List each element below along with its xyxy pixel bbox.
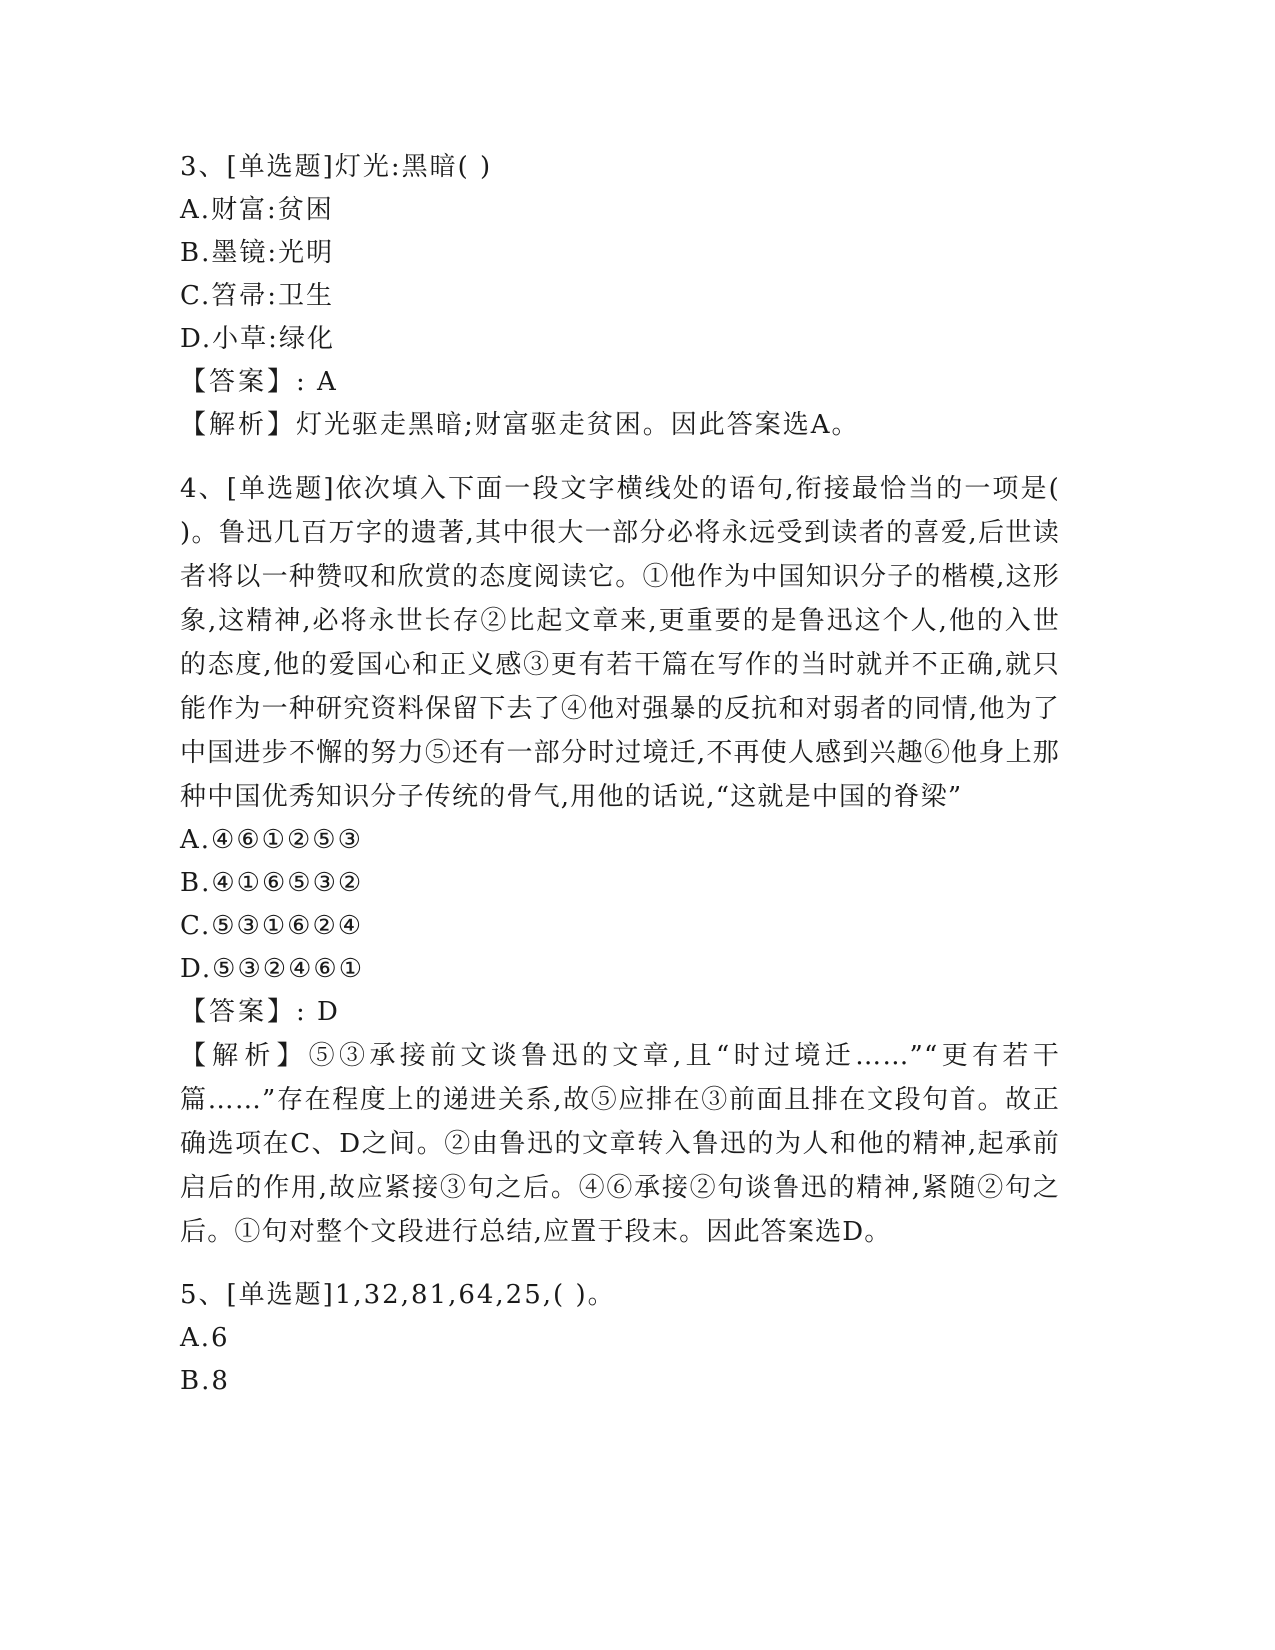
analysis-text: 灯光驱走黑暗;财富驱走贫困。因此答案选A。 [296, 410, 860, 440]
analysis-label: 【解析】 [180, 1041, 309, 1071]
answer-line [180, 991, 1060, 1034]
question-spacer [180, 447, 1060, 467]
analysis-label: 【解析】 [180, 410, 297, 440]
answer-value: : A [296, 367, 338, 397]
question-spacer [180, 1254, 1060, 1274]
answer-label: 【答案】 [180, 367, 297, 397]
option-a: A.④⑥①②⑤③ [180, 825, 363, 855]
option-c: C.笤帚:卫生 [180, 281, 334, 311]
option-c: C.⑤③①⑥②④ [180, 911, 364, 941]
option-d: D.小草:绿化 [180, 324, 335, 354]
question-stem: 5、[单选题]1,32,81,64,25,( )。 [180, 1280, 616, 1310]
option-b: B.墨镜:光明 [180, 238, 335, 268]
answer-value: : D [296, 997, 340, 1027]
document-page [180, 146, 1060, 1403]
option-a: A.财富:贫困 [180, 195, 334, 225]
option-a: A.6 [180, 1323, 230, 1353]
analysis-line [180, 404, 1060, 447]
question-stem: 3、[单选题]灯光:黑暗( ) [180, 152, 493, 182]
analysis-text: ⑤③承接前文谈鲁迅的文章,且“时过境迁……”“更有若干篇……”存在程度上的递进关系,故⑤应排在③前面且排在文段句首。故正确选项在C、D之间。②由鲁迅的文章转入鲁迅的为人和他的精神,起承前启后的作用,故应紧接③句之后。④⑥承接②句谈鲁迅的精神,紧随②句之后。①句对整个文段进行总结,应置于段末。因此答案选D。 [180, 1041, 1060, 1247]
question-4 [180, 467, 1060, 1254]
answer-line [180, 361, 1060, 404]
option-d: D.⑤③②④⑥① [180, 954, 365, 984]
option-b: B.8 [180, 1366, 230, 1396]
question-3 [180, 146, 1060, 447]
analysis-paragraph [180, 1034, 1060, 1254]
question-5 [180, 1274, 1060, 1403]
answer-label: 【答案】 [180, 997, 297, 1027]
question-stem: 4、[单选题]依次填入下面一段文字横线处的语句,衔接最恰当的一项是( )。鲁迅几百万字的遗著,其中很大一部分必将永远受到读者的喜爱,后世读者将以一种赞叹和欣赏的态度阅读它。①他作为中国知识分子的楷模,这形象,这精神,必将永世长存②比起文章来,更重要的是鲁迅这个人,他的入世的态度,他的爱国心和正义感③更有若干篇在写作的当时就并不正确,就只能作为一种研究资料保留下去了④他对强暴的反抗和对弱者的同情,他为了中国进步不懈的努力⑤还有一部分时过境迁,不再使人感到兴趣⑥他身上那种中国优秀知识分子传统的骨气,用他的话说,“这就是中国的脊梁” [180, 474, 1061, 812]
option-b: B.④①⑥⑤③② [180, 868, 364, 898]
